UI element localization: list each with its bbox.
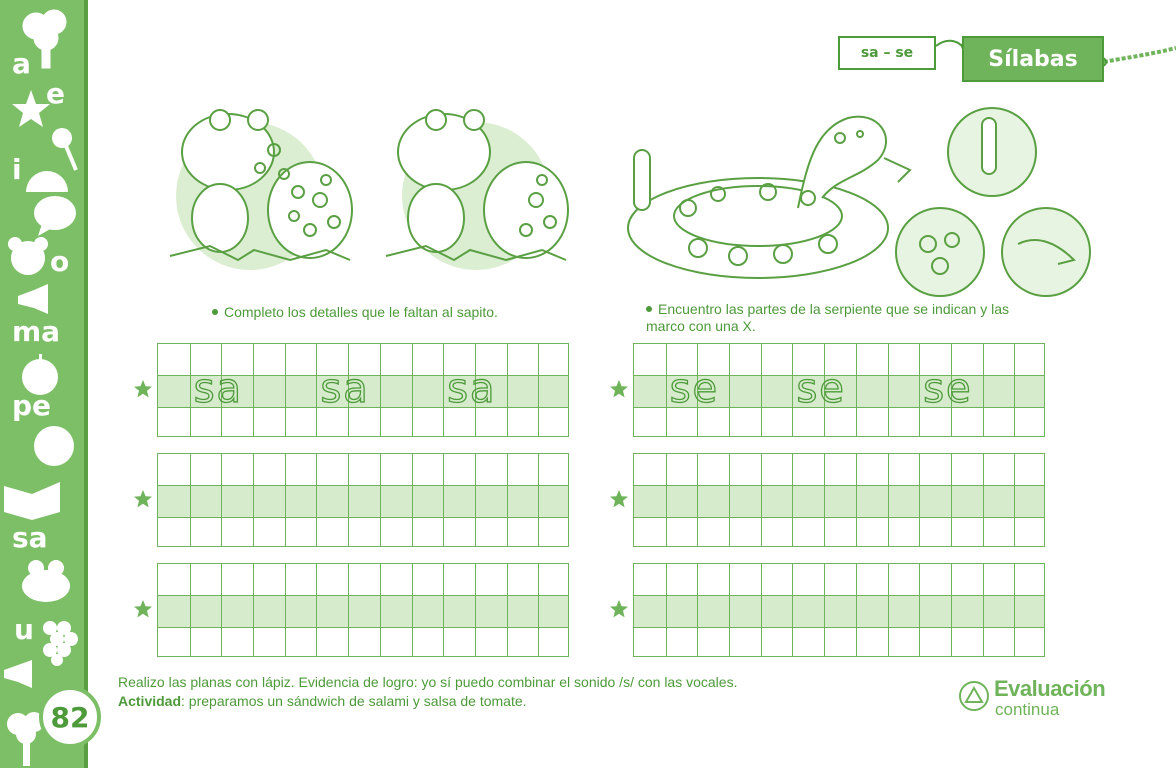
frog-incomplete-illustration [366, 100, 576, 280]
megaphone-icon [2, 660, 42, 690]
grid-line [856, 344, 857, 436]
book-icon [2, 472, 62, 522]
bullet-icon [212, 309, 218, 315]
frog-complete-illustration [150, 100, 360, 280]
grid-line [666, 344, 667, 436]
grid-line [475, 564, 476, 656]
activity-text: : preparamos un sándwich de salami y salsa de tomate. [181, 693, 527, 709]
grid-line [190, 564, 191, 656]
grid-line [285, 344, 286, 436]
grid-line [697, 564, 698, 656]
sidebar-letter-sa: sa [12, 521, 48, 554]
grid-line [1014, 454, 1015, 546]
grid-line [888, 344, 889, 436]
frog-icon [18, 556, 74, 606]
grid-line [697, 454, 698, 546]
grid-line [1014, 564, 1015, 656]
grid-line [412, 344, 413, 436]
bear-icon [6, 234, 50, 278]
star-bullet-icon [133, 599, 153, 619]
grid-line [761, 454, 762, 546]
grid-line [507, 454, 508, 546]
footer-line1: Realizo las planas con lápiz. Evidencia de logro: yo sí puedo combinar el sonido /s/ con las vocales. [118, 674, 738, 690]
writing-grid[interactable] [633, 563, 1045, 657]
frog-instruction [212, 304, 498, 321]
grid-line [443, 454, 444, 546]
writing-grid[interactable] [157, 563, 569, 657]
grid-line [856, 564, 857, 656]
sidebar-letter-ma: ma [12, 315, 61, 348]
grid-line [792, 564, 793, 656]
snake-body-circle [892, 204, 988, 300]
bullet-icon [646, 306, 652, 312]
speech-bubble-icon [32, 194, 78, 238]
writing-grid[interactable] [633, 453, 1045, 547]
grid-line [253, 344, 254, 436]
grid-line [792, 454, 793, 546]
footer-line2 [118, 692, 737, 711]
grid-line [824, 564, 825, 656]
grid-line [443, 564, 444, 656]
grid-line [316, 344, 317, 436]
grid-line [888, 564, 889, 656]
grid-line [348, 564, 349, 656]
grid-line [348, 454, 349, 546]
writing-grid[interactable] [157, 453, 569, 547]
sidebar-letter-e: e [46, 77, 65, 110]
trace-syllable: se [923, 366, 973, 413]
grid-line [316, 454, 317, 546]
frog-instruction-text: Completo los detalles que le faltan al sapito. [224, 304, 498, 320]
snake-tongue-circle [998, 204, 1094, 300]
grid-line [729, 564, 730, 656]
star-bullet-icon [609, 489, 629, 509]
grid-line [666, 454, 667, 546]
grid-line [792, 344, 793, 436]
grid-line [761, 344, 762, 436]
grid-line [983, 454, 984, 546]
grid-line [856, 454, 857, 546]
grapes-icon [38, 612, 80, 666]
grid-line [190, 454, 191, 546]
grid-line [538, 344, 539, 436]
snake-instruction-line2: marco con una X. [646, 318, 756, 334]
snake-instruction [646, 301, 1009, 335]
grid-line [919, 344, 920, 436]
grid-line [919, 564, 920, 656]
grid-line [888, 454, 889, 546]
grid-line [221, 564, 222, 656]
grid-line [253, 564, 254, 656]
grid-line [380, 454, 381, 546]
evaluation-logo-icon [958, 680, 990, 712]
trace-syllable: se [669, 366, 720, 413]
page-title: Sílabas [962, 36, 1104, 82]
sidebar-letter-pe: pe [12, 389, 52, 422]
grid-line [507, 564, 508, 656]
grid-line [761, 564, 762, 656]
grid-line [538, 564, 539, 656]
grid-line [824, 454, 825, 546]
sidebar-letter-a: a [12, 47, 31, 80]
grid-line [951, 454, 952, 546]
ball-icon [32, 424, 76, 468]
grid-line [412, 454, 413, 546]
grid-line [253, 454, 254, 546]
star-bullet-icon [609, 379, 629, 399]
grid-line [1014, 344, 1015, 436]
snake-instruction-line1: Encuentro las partes de la serpiente que se indican y las [658, 301, 1009, 317]
grid-line [919, 454, 920, 546]
trace-syllable: sa [320, 366, 370, 413]
grid-line [475, 454, 476, 546]
syllable-tag: sa – se [838, 36, 936, 70]
grid-line [951, 564, 952, 656]
megaphone-icon [14, 284, 60, 318]
brand-title: Evaluación [994, 676, 1106, 701]
writing-grid[interactable] [157, 343, 569, 437]
grid-line [983, 344, 984, 436]
sidebar [0, 0, 88, 768]
snake-illustration [608, 98, 918, 284]
grid-line [729, 344, 730, 436]
activity-label: Actividad [118, 693, 182, 709]
sidebar-letter-u: u [14, 613, 34, 646]
grid-line [507, 344, 508, 436]
star-bullet-icon [133, 489, 153, 509]
grid-line [380, 344, 381, 436]
sidebar-letter-i: i [12, 153, 22, 186]
grid-line [380, 564, 381, 656]
snake-tail-circle [944, 104, 1040, 200]
sidebar-letter-o: o [50, 245, 70, 278]
star-bullet-icon [609, 599, 629, 619]
grid-line [538, 454, 539, 546]
grid-line [983, 564, 984, 656]
grid-line [285, 454, 286, 546]
igloo-icon [24, 154, 70, 194]
trace-syllable: sa [193, 366, 244, 413]
trace-syllable: sa [447, 366, 497, 413]
grid-line [221, 454, 222, 546]
grid-line [443, 344, 444, 436]
star-bullet-icon [133, 379, 153, 399]
trace-syllable: se [796, 366, 846, 413]
grid-line [316, 564, 317, 656]
writing-grid[interactable] [633, 343, 1045, 437]
grid-line [285, 564, 286, 656]
footer-instructions [118, 673, 737, 711]
page-number: 82 [39, 686, 101, 748]
grid-line [666, 564, 667, 656]
brand-subtitle: continua [995, 700, 1060, 719]
grid-line [190, 344, 191, 436]
grid-line [412, 564, 413, 656]
sidebar-border [84, 0, 88, 768]
grid-line [729, 454, 730, 546]
